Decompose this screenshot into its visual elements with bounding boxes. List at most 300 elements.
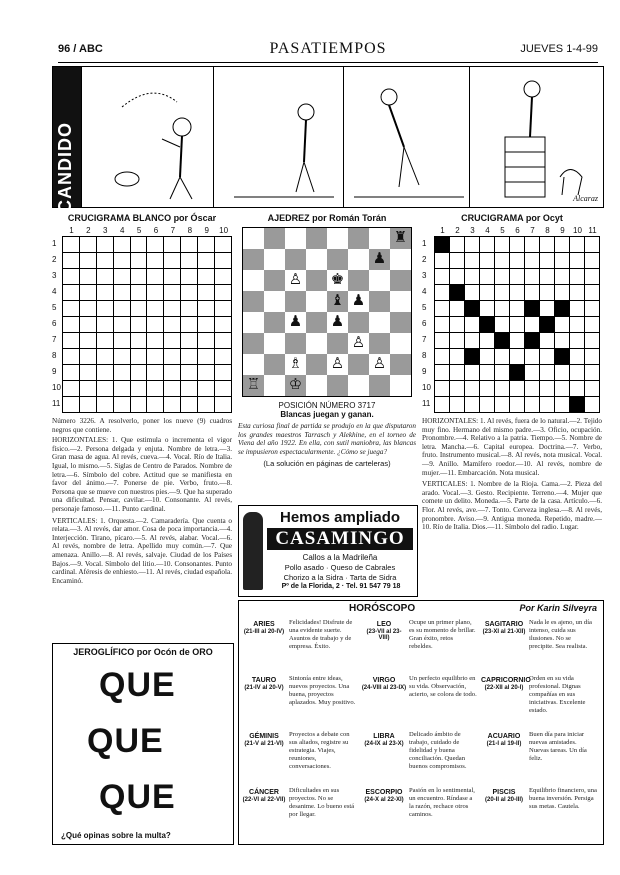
crossword-cell[interactable] (435, 349, 450, 365)
chess-square (369, 291, 390, 312)
crossword-cell[interactable] (63, 285, 80, 301)
crossword-cell[interactable] (63, 397, 80, 413)
crossword-cell[interactable] (495, 349, 510, 365)
ad-headline: Hemos ampliado (279, 509, 401, 526)
crossword-cell[interactable] (510, 269, 525, 285)
crossword-cell[interactable] (181, 397, 198, 413)
crossword-cell[interactable] (540, 237, 555, 253)
crossword-cell[interactable] (96, 269, 113, 285)
sign-name: ACUARIO (487, 733, 521, 740)
crossword-cell[interactable] (198, 381, 215, 397)
crossword-cell[interactable] (113, 381, 130, 397)
crossword-cell[interactable] (63, 237, 80, 253)
crossword-cell[interactable] (130, 333, 147, 349)
crossword-cell[interactable] (495, 237, 510, 253)
crossword-right-verticales: VERTICALES: 1. Nombre de la Rioja. Cama.—2. Pieza del arado. Vocal.—3. Gesto. Recipiente. Terreno.—4. Mujer que comete un delito. Moneda.—5. Parte de la casa. Artículo.—6. Flor. Al revés, ave.—7. Tonto. Cerveza inglesa.—8. Al revés, pronombre. Aviso.—9. Antigua moneda. Repetido, madre.—10. Río de Italia. Dios.—11. Símbolo del radio. Lugar. (422, 480, 602, 532)
crossword-cell[interactable] (215, 317, 232, 333)
crossword-cell[interactable] (585, 397, 600, 413)
crossword-cell[interactable] (480, 237, 495, 253)
crossword-row-number: 9 (52, 367, 57, 376)
crossword-cell[interactable] (495, 333, 510, 349)
crossword-cell[interactable] (63, 317, 80, 333)
crossword-cell[interactable] (540, 285, 555, 301)
crossword-cell[interactable] (540, 333, 555, 349)
crossword-cell[interactable] (79, 317, 96, 333)
ad-line-1: Callos a la Madrileña (302, 553, 378, 562)
crossword-cell[interactable] (435, 301, 450, 317)
crossword-cell[interactable] (585, 269, 600, 285)
crossword-cell[interactable] (570, 349, 585, 365)
crossword-cell[interactable] (555, 317, 570, 333)
crossword-cell[interactable] (63, 301, 80, 317)
crossword-cell[interactable] (96, 381, 113, 397)
chess-square (327, 375, 348, 396)
crossword-cell[interactable] (570, 365, 585, 381)
sign-text: Proyectos a debate con sus aliados, registre su estrategia. Viajes, reuniones, conversaciones. (289, 731, 350, 770)
crossword-cell[interactable] (540, 397, 555, 413)
crossword-cell[interactable] (63, 253, 80, 269)
crossword-cell[interactable] (570, 381, 585, 397)
crossword-cell[interactable] (147, 397, 164, 413)
crossword-cell[interactable] (495, 253, 510, 269)
sign-dates: (21-III al 20-IV) (243, 629, 285, 635)
crossword-cell[interactable] (198, 269, 215, 285)
crossword-cell[interactable] (130, 381, 147, 397)
crossword-cell[interactable] (525, 381, 540, 397)
crossword-cell[interactable] (495, 381, 510, 397)
crossword-cell[interactable] (450, 381, 465, 397)
crossword-cell[interactable] (164, 285, 181, 301)
crossword-cell[interactable] (113, 317, 130, 333)
crossword-cell[interactable] (79, 365, 96, 381)
crossword-cell[interactable] (540, 365, 555, 381)
crossword-cell[interactable] (215, 365, 232, 381)
crossword-cell[interactable] (198, 237, 215, 253)
crossword-cell[interactable] (79, 237, 96, 253)
crossword-cell[interactable] (181, 237, 198, 253)
crossword-cell[interactable] (79, 397, 96, 413)
crossword-cell[interactable] (525, 269, 540, 285)
crossword-cell[interactable] (63, 381, 80, 397)
crossword-cell[interactable] (555, 237, 570, 253)
crossword-cell[interactable] (495, 301, 510, 317)
crossword-col-number: 4 (119, 226, 125, 235)
page-header (58, 40, 598, 63)
crossword-cell[interactable] (480, 333, 495, 349)
chess-square (369, 312, 390, 333)
crossword-cell[interactable] (215, 237, 232, 253)
crossword-cell[interactable] (96, 301, 113, 317)
crossword-cell[interactable] (96, 365, 113, 381)
crossword-cell[interactable] (181, 301, 198, 317)
crossword-cell[interactable] (147, 285, 164, 301)
crossword-cell[interactable] (480, 397, 495, 413)
chess-square (327, 249, 348, 270)
crossword-cell[interactable] (113, 269, 130, 285)
crossword-cell[interactable] (96, 285, 113, 301)
crossword-cell[interactable] (181, 285, 198, 301)
crossword-cell[interactable] (164, 253, 181, 269)
crossword-cell[interactable] (450, 237, 465, 253)
crossword-cell[interactable] (198, 333, 215, 349)
crossword-cell[interactable] (113, 349, 130, 365)
crossword-cell[interactable] (480, 365, 495, 381)
crossword-cell[interactable] (465, 365, 480, 381)
crossword-cell[interactable] (198, 301, 215, 317)
crossword-cell[interactable] (495, 397, 510, 413)
crossword-cell[interactable] (525, 333, 540, 349)
crossword-cell[interactable] (585, 381, 600, 397)
chess-piece-icon: ♝ (330, 293, 345, 309)
crossword-cell[interactable] (480, 301, 495, 317)
horoscope-sign (361, 729, 479, 783)
crossword-cell[interactable] (79, 381, 96, 397)
crossword-cell[interactable] (181, 365, 198, 381)
crossword-cell[interactable] (465, 349, 480, 365)
crossword-cell[interactable] (435, 381, 450, 397)
crossword-cell[interactable] (130, 301, 147, 317)
crossword-cell[interactable] (510, 253, 525, 269)
crossword-cell[interactable] (147, 237, 164, 253)
crossword-cell[interactable] (215, 349, 232, 365)
crossword-cell[interactable] (450, 365, 465, 381)
jeroglifico-word-3: QUE (99, 778, 176, 816)
crossword-row-number: 6 (52, 319, 57, 328)
crossword-cell[interactable] (585, 237, 600, 253)
crossword-cell[interactable] (215, 269, 232, 285)
crossword-cell[interactable] (63, 365, 80, 381)
crossword-col-number: 9 (204, 226, 209, 235)
crossword-cell[interactable] (435, 397, 450, 413)
chess-square (348, 228, 369, 249)
crossword-cell[interactable] (540, 317, 555, 333)
crossword-cell[interactable] (510, 333, 525, 349)
crossword-cell[interactable] (130, 365, 147, 381)
chess-solution-note: (La solución en páginas de carteleras) (263, 459, 391, 469)
crossword-col-number: 8 (187, 226, 193, 235)
crossword-cell[interactable] (113, 237, 130, 253)
crossword-white-grid[interactable] (62, 236, 232, 413)
crossword-cell[interactable] (570, 237, 585, 253)
crossword-cell[interactable] (164, 397, 181, 413)
crossword-cell[interactable] (435, 269, 450, 285)
crossword-cell[interactable] (465, 285, 480, 301)
crossword-cell[interactable] (450, 269, 465, 285)
crossword-cell[interactable] (79, 333, 96, 349)
crossword-cell[interactable] (525, 301, 540, 317)
chess-section (238, 213, 416, 468)
crossword-cell[interactable] (570, 285, 585, 301)
crossword-cell[interactable] (525, 365, 540, 381)
crossword-cell[interactable] (79, 269, 96, 285)
chess-piece-icon: ♟ (330, 314, 345, 330)
sign-name: CAPRICORNIO (481, 677, 531, 684)
chess-square (390, 228, 411, 249)
crossword-white-column-numbers (62, 226, 232, 236)
chess-square (264, 375, 285, 396)
crossword-cell[interactable] (570, 397, 585, 413)
crossword-cell[interactable] (465, 381, 480, 397)
crossword-cell[interactable] (585, 285, 600, 301)
crossword-row-number: 7 (422, 335, 427, 344)
crossword-cell[interactable] (113, 333, 130, 349)
crossword-cell[interactable] (181, 333, 198, 349)
crossword-cell[interactable] (147, 317, 164, 333)
sign-text: Equilibrio financiero, una buena inversión. Persiga sus metas. Cautela. (529, 787, 597, 810)
crossword-cell[interactable] (113, 301, 130, 317)
crossword-cell[interactable] (215, 397, 232, 413)
crossword-row-number: 3 (422, 271, 427, 280)
crossword-cell[interactable] (450, 349, 465, 365)
crossword-cell[interactable] (465, 317, 480, 333)
sign-name: ESCORPIO (365, 789, 403, 796)
crossword-cell[interactable] (164, 381, 181, 397)
crossword-row-number: 2 (52, 255, 57, 264)
crossword-cell[interactable] (525, 237, 540, 253)
crossword-cell[interactable] (510, 317, 525, 333)
crossword-cell[interactable] (181, 317, 198, 333)
crossword-cell[interactable] (215, 301, 232, 317)
crossword-cell[interactable] (164, 237, 181, 253)
crossword-cell[interactable] (215, 381, 232, 397)
crossword-cell[interactable] (540, 381, 555, 397)
crossword-cell[interactable] (96, 237, 113, 253)
crossword-cell[interactable] (510, 397, 525, 413)
sign-name: GÉMINIS (249, 733, 279, 740)
sign-text: Nada le es ajeno, un día intenso, cuida sus ilusiones. No se precipite. Sea realista. (529, 619, 592, 650)
crossword-cell[interactable] (181, 349, 198, 365)
crossword-cell[interactable] (435, 365, 450, 381)
sign-text: Sintonía entre ideas, nuevos proyectos. Una buena, proyectos aplazados. Muy positivo. (289, 675, 356, 706)
sign-dates: (21-I al 19-II) (486, 741, 522, 747)
crossword-cell[interactable] (555, 349, 570, 365)
chess-square (264, 249, 285, 270)
crossword-col-number: 2 (86, 226, 91, 235)
crossword-cell[interactable] (510, 381, 525, 397)
crossword-cell[interactable] (79, 349, 96, 365)
crossword-cell[interactable] (164, 365, 181, 381)
crossword-cell[interactable] (164, 301, 181, 317)
crossword-cell[interactable] (570, 301, 585, 317)
crossword-cell[interactable] (130, 317, 147, 333)
crossword-cell[interactable] (63, 269, 80, 285)
crossword-cell[interactable] (96, 317, 113, 333)
crossword-cell[interactable] (510, 349, 525, 365)
crossword-cell[interactable] (450, 333, 465, 349)
crossword-cell[interactable] (495, 365, 510, 381)
crossword-cell[interactable] (540, 253, 555, 269)
crossword-cell[interactable] (198, 285, 215, 301)
crossword-cell[interactable] (495, 285, 510, 301)
crossword-cell[interactable] (555, 381, 570, 397)
crossword-cell[interactable] (525, 253, 540, 269)
crossword-cell[interactable] (480, 349, 495, 365)
crossword-cell[interactable] (555, 301, 570, 317)
crossword-cell[interactable] (585, 253, 600, 269)
crossword-cell[interactable] (435, 317, 450, 333)
crossword-cell[interactable] (465, 253, 480, 269)
crossword-cell[interactable] (555, 397, 570, 413)
crossword-cell[interactable] (113, 365, 130, 381)
crossword-cell[interactable] (79, 285, 96, 301)
crossword-cell[interactable] (164, 333, 181, 349)
crossword-cell[interactable] (450, 285, 465, 301)
crossword-cell[interactable] (555, 333, 570, 349)
crossword-row-number: 10 (52, 383, 61, 392)
crossword-white-verticales: VERTICALES: 1. Orquesta.—2. Camaradería. Que cuenta o relata.—3. Al revés, dar amor. Cosa de poca importancia.—4. Interjección. Tirano, pícaro.—5. Al revés, alabar. Vocal.—6. Al revés, nombre de letra. Apellido muy común.—7. Que amenaza. Anillo.—8. Al revés, salvaje. Ciudad de los Países Bajos.—9. Vocal. Símbolo del litio.—10. Consonantes. Punto cardinal. Aféresis de enhiesto.—11. Al revés, ciudad española. Encaminó. (52, 516, 232, 585)
crossword-cell[interactable] (147, 381, 164, 397)
crossword-cell[interactable] (480, 381, 495, 397)
horoscope-sign (241, 673, 359, 727)
crossword-cell[interactable] (435, 285, 450, 301)
crossword-cell[interactable] (480, 269, 495, 285)
crossword-cell[interactable] (147, 333, 164, 349)
crossword-cell[interactable] (450, 397, 465, 413)
crossword-cell[interactable] (525, 285, 540, 301)
comic-drawing-1 (82, 67, 214, 207)
crossword-cell[interactable] (585, 301, 600, 317)
crossword-cell[interactable] (435, 253, 450, 269)
sign-text: Pasión en lo sentimental, un encuentro. Ríndase a la razón, rechace otros caminos. (409, 787, 475, 818)
crossword-white-title: CRUCIGRAMA BLANCO por Óscar (67, 213, 217, 223)
crossword-cell[interactable] (540, 301, 555, 317)
crossword-right-column-numbers (434, 226, 602, 236)
crossword-cell[interactable] (198, 365, 215, 381)
sign-dates: (23-VII al 23-VIII) (366, 629, 402, 641)
crossword-row-number: 10 (422, 383, 431, 392)
crossword-cell[interactable] (96, 253, 113, 269)
crossword-white-number-line: Número 3226. A resolverlo, poner los nueve (9) cuadros negros que contiene. (52, 417, 232, 434)
chess-square (243, 291, 264, 312)
crossword-cell[interactable] (96, 397, 113, 413)
crossword-cell[interactable] (130, 253, 147, 269)
crossword-row-number: 2 (422, 255, 427, 264)
chess-square (369, 333, 390, 354)
crossword-cell[interactable] (570, 269, 585, 285)
crossword-cell[interactable] (510, 365, 525, 381)
crossword-cell[interactable] (147, 253, 164, 269)
crossword-cell[interactable] (63, 349, 80, 365)
crossword-right-grid[interactable] (434, 236, 600, 413)
crossword-cell[interactable] (480, 253, 495, 269)
crossword-cell[interactable] (570, 253, 585, 269)
crossword-cell[interactable] (164, 317, 181, 333)
crossword-cell[interactable] (510, 285, 525, 301)
chess-piece-icon: ♖ (246, 377, 261, 393)
crossword-cell[interactable] (130, 269, 147, 285)
sign-dates: (24-X al 22-XI) (364, 797, 404, 803)
crossword-cell[interactable] (130, 349, 147, 365)
chess-piece-icon: ♟ (288, 314, 303, 330)
crossword-cell[interactable] (450, 317, 465, 333)
crossword-cell[interactable] (540, 269, 555, 285)
crossword-cell[interactable] (147, 269, 164, 285)
crossword-cell[interactable] (525, 397, 540, 413)
crossword-cell[interactable] (585, 365, 600, 381)
comic-drawing-4 (470, 67, 604, 207)
comic-panel-2 (213, 67, 344, 207)
crossword-cell[interactable] (465, 269, 480, 285)
crossword-cell[interactable] (164, 269, 181, 285)
crossword-cell[interactable] (465, 237, 480, 253)
crossword-cell[interactable] (480, 285, 495, 301)
crossword-cell[interactable] (510, 237, 525, 253)
crossword-cell[interactable] (181, 269, 198, 285)
crossword-cell[interactable] (181, 381, 198, 397)
crossword-cell[interactable] (510, 301, 525, 317)
crossword-cell[interactable] (164, 349, 181, 365)
crossword-cell[interactable] (435, 237, 450, 253)
crossword-cell[interactable] (96, 349, 113, 365)
horoscope-sign (361, 785, 479, 839)
crossword-cell[interactable] (435, 333, 450, 349)
crossword-cell[interactable] (540, 349, 555, 365)
crossword-cell[interactable] (585, 349, 600, 365)
sign-text: Orden en su vida profesional. Dignas compañías en sus iniciativas. Excelente estado. (529, 675, 586, 714)
sign-dates: (21-IV al 20-V) (244, 685, 284, 691)
crossword-cell[interactable] (585, 333, 600, 349)
chess-square (369, 228, 390, 249)
crossword-cell[interactable] (450, 301, 465, 317)
crossword-cell[interactable] (113, 397, 130, 413)
crossword-cell[interactable] (555, 269, 570, 285)
crossword-cell[interactable] (79, 253, 96, 269)
crossword-cell[interactable] (465, 301, 480, 317)
crossword-cell[interactable] (570, 333, 585, 349)
crossword-cell[interactable] (525, 349, 540, 365)
crossword-cell[interactable] (130, 397, 147, 413)
crossword-cell[interactable] (147, 365, 164, 381)
crossword-cell[interactable] (495, 269, 510, 285)
crossword-right-row-numbers (422, 236, 431, 412)
crossword-cell[interactable] (113, 285, 130, 301)
crossword-cell[interactable] (147, 349, 164, 365)
crossword-cell[interactable] (215, 333, 232, 349)
crossword-cell[interactable] (130, 285, 147, 301)
crossword-cell[interactable] (96, 333, 113, 349)
crossword-cell[interactable] (198, 349, 215, 365)
crossword-cell[interactable] (215, 253, 232, 269)
crossword-cell[interactable] (450, 253, 465, 269)
crossword-cell[interactable] (480, 317, 495, 333)
crossword-cell[interactable] (198, 253, 215, 269)
sign-dates: (23-XI al 21-XII) (482, 629, 526, 635)
crossword-cell[interactable] (198, 397, 215, 413)
crossword-cell[interactable] (555, 285, 570, 301)
crossword-cell[interactable] (525, 317, 540, 333)
crossword-cell[interactable] (147, 301, 164, 317)
crossword-cell[interactable] (555, 365, 570, 381)
crossword-cell[interactable] (198, 317, 215, 333)
chess-piece-icon: ♙ (351, 335, 366, 351)
chess-square (243, 228, 264, 249)
crossword-cell[interactable] (79, 301, 96, 317)
crossword-cell[interactable] (465, 333, 480, 349)
crossword-cell[interactable] (570, 317, 585, 333)
crossword-cell[interactable] (465, 397, 480, 413)
crossword-cell[interactable] (130, 237, 147, 253)
crossword-cell[interactable] (113, 253, 130, 269)
crossword-cell[interactable] (495, 317, 510, 333)
crossword-col-number: 10 (219, 226, 229, 235)
chess-square (327, 333, 348, 354)
crossword-cell[interactable] (63, 333, 80, 349)
crossword-cell[interactable] (585, 317, 600, 333)
crossword-cell[interactable] (215, 285, 232, 301)
crossword-cell[interactable] (181, 253, 198, 269)
crossword-cell[interactable] (555, 253, 570, 269)
crossword-white-section (52, 213, 232, 585)
